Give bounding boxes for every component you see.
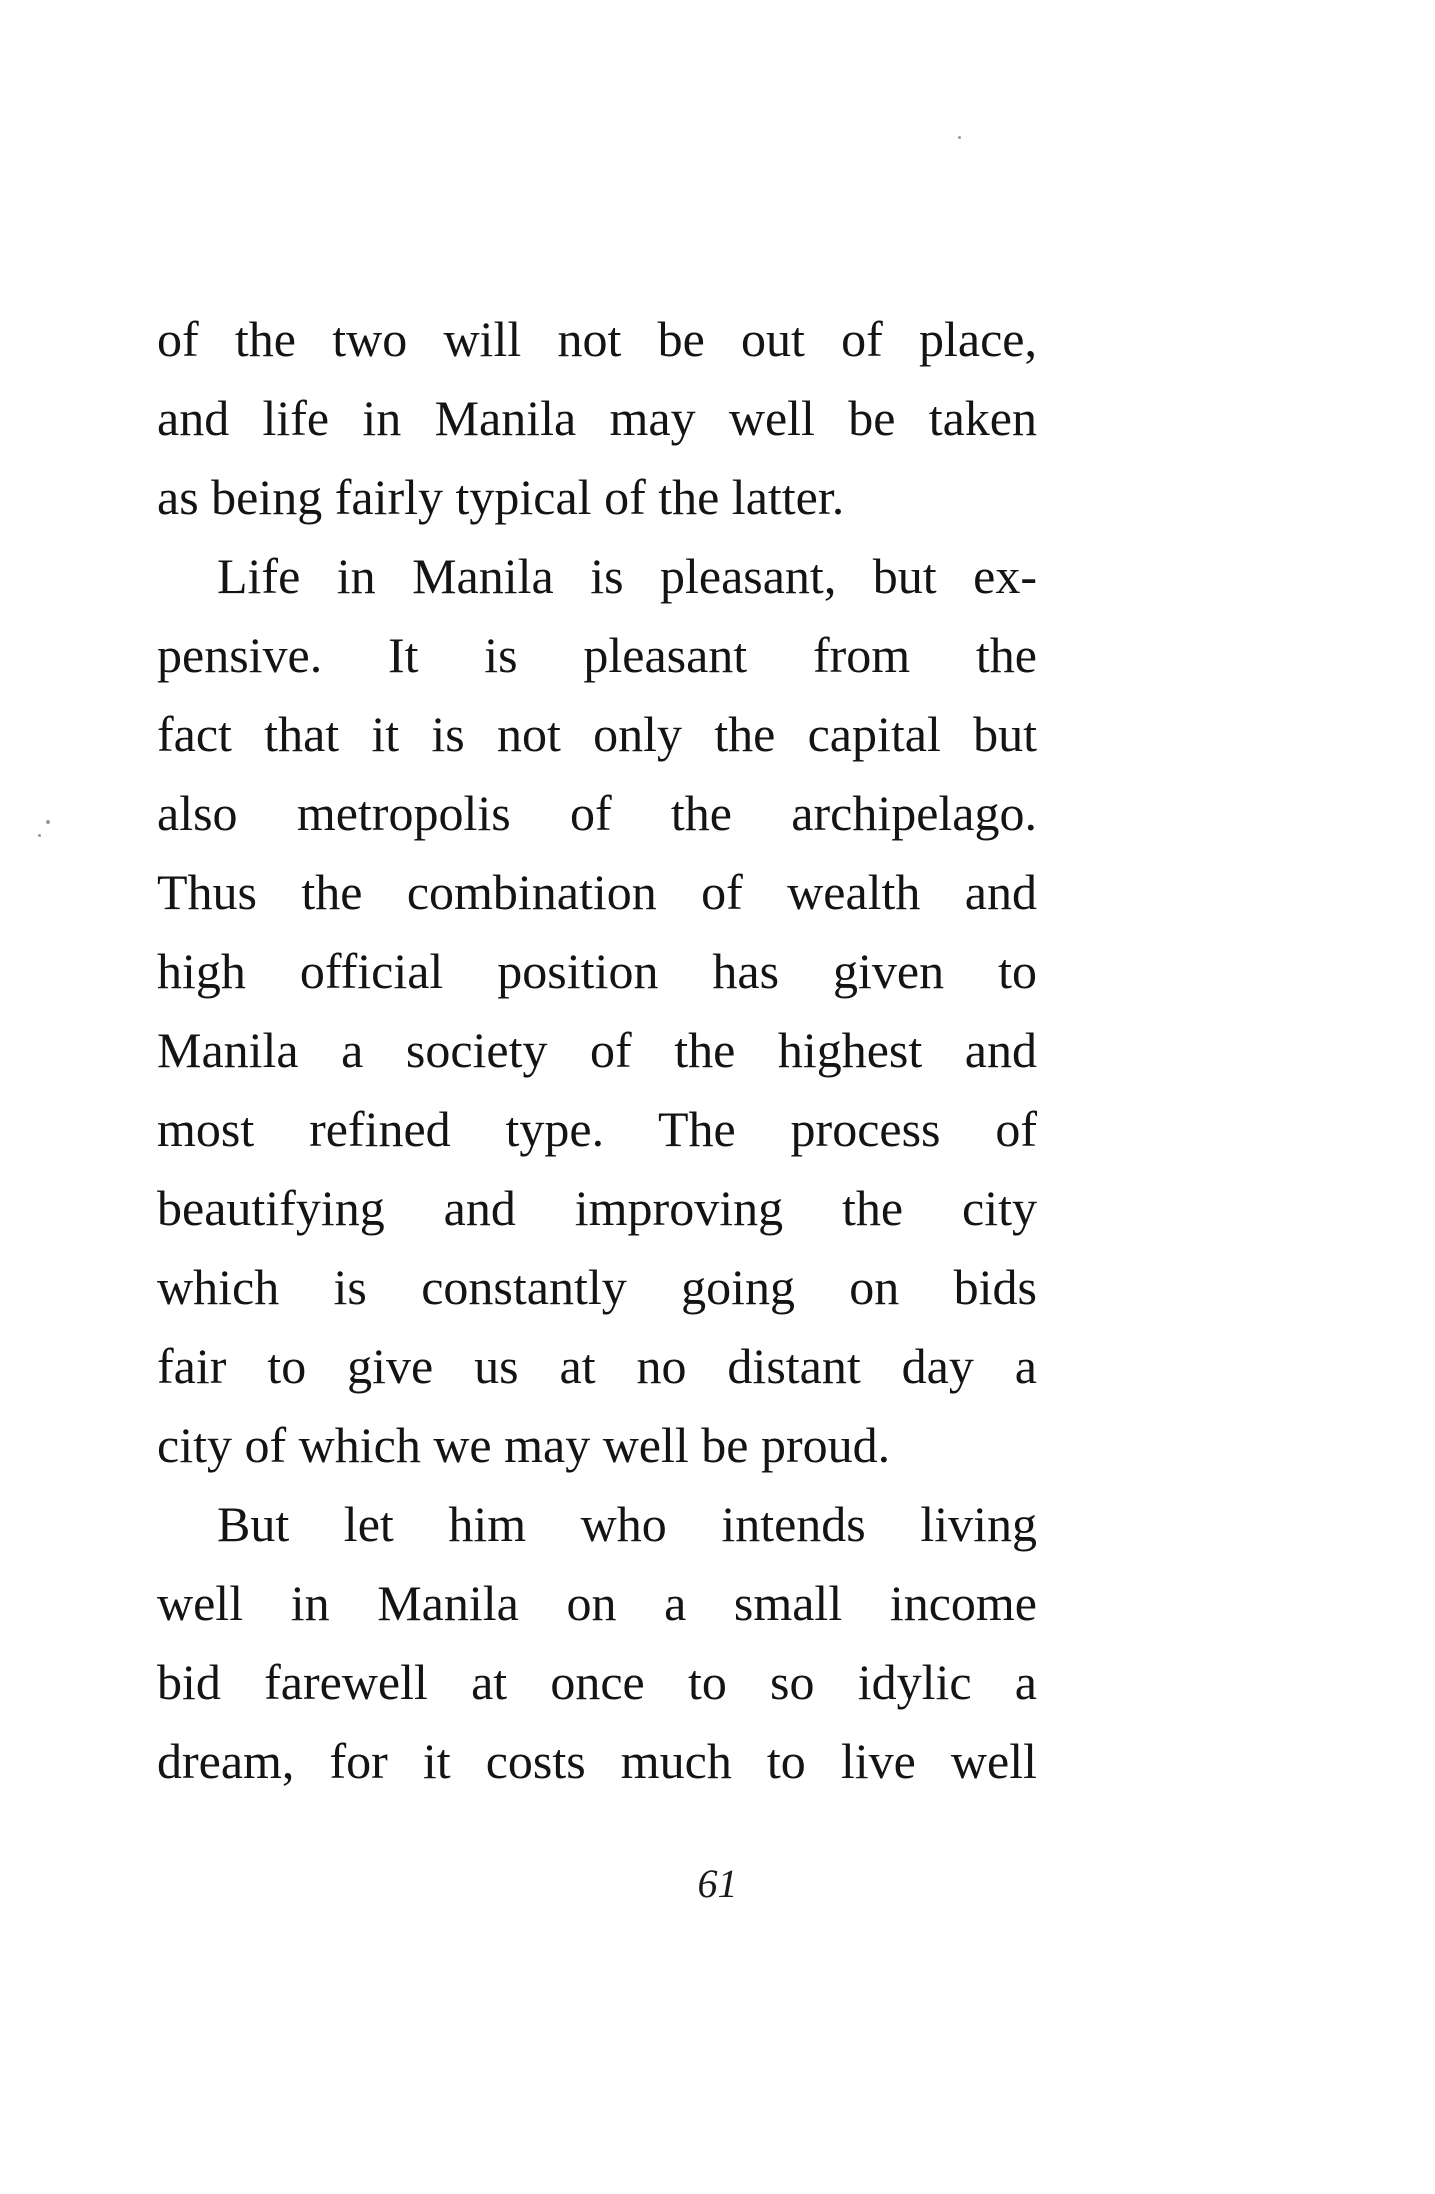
text-line: also metropolis of the archipelago.	[157, 785, 1037, 841]
text-line: Thus the combination of wealth and	[157, 864, 1037, 920]
text-line: Life in Manila is pleasant, but ex-	[217, 548, 1037, 604]
text-line: and life in Manila may well be taken	[157, 390, 1037, 446]
text-line: fair to give us at no distant day a	[157, 1338, 1037, 1394]
text-line: But let him who intends living	[217, 1496, 1037, 1552]
scan-speck	[38, 834, 41, 837]
text-line: which is constantly going on bids	[157, 1259, 1037, 1315]
text-line: pensive. It is pleasant from the	[157, 627, 1037, 683]
text-line: fact that it is not only the capital but	[157, 706, 1037, 762]
text-line: dream, for it costs much to live well	[157, 1733, 1037, 1789]
text-line: high official position has given to	[157, 943, 1037, 999]
text-line: of the two will not be out of place,	[157, 311, 1037, 367]
text-line: city of which we may well be proud.	[157, 1417, 891, 1473]
text-line: most refined type. The process of	[157, 1101, 1037, 1157]
text-line: well in Manila on a small income	[157, 1575, 1037, 1631]
scan-speck	[958, 136, 961, 139]
scan-speck	[46, 820, 50, 824]
text-line: beautifying and improving the city	[157, 1180, 1037, 1236]
text-line: Manila a society of the highest and	[157, 1022, 1037, 1078]
page-number: 61	[697, 1861, 738, 1906]
text-line: as being fairly typical of the latter.	[157, 469, 845, 525]
text-line: bid farewell at once to so idylic a	[157, 1654, 1037, 1710]
